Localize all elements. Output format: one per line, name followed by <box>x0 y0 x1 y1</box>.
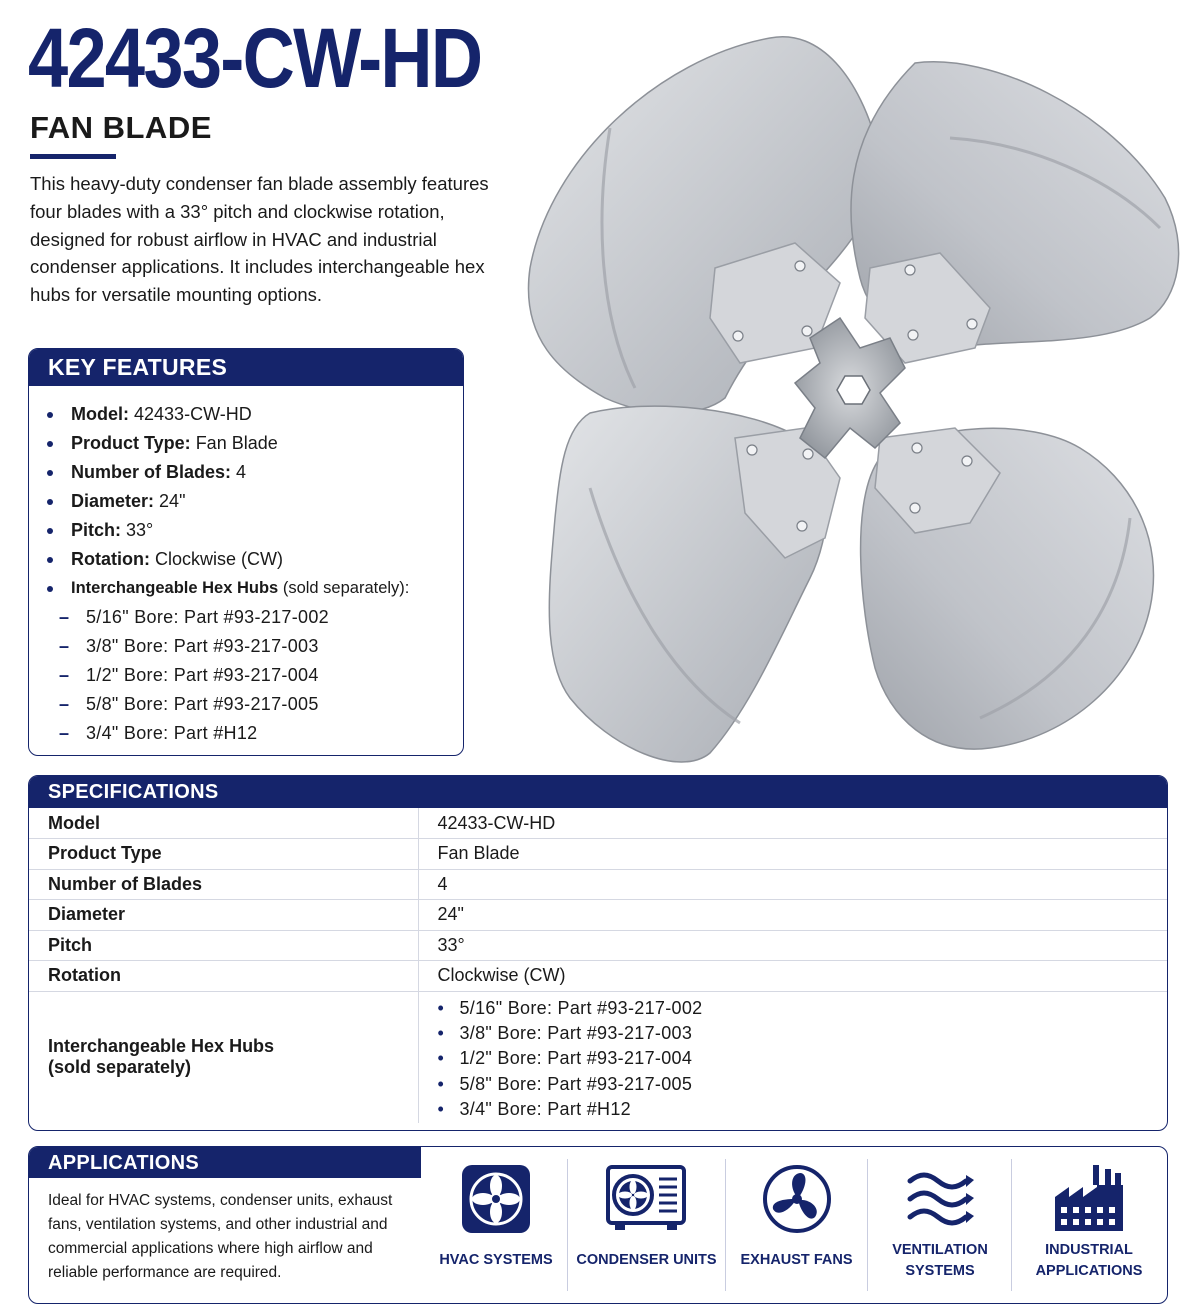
specifications-heading: SPECIFICATIONS <box>29 776 1167 808</box>
divider <box>567 1159 568 1291</box>
application-exhaust: EXHAUST FANS <box>729 1147 864 1304</box>
hub-list-item: • 3/4" Bore: Part #H12 <box>438 1097 1168 1122</box>
hub-option: – 3/4" Bore: Part #H12 <box>29 719 463 748</box>
applications-heading: APPLICATIONS <box>29 1147 421 1178</box>
feature-item-product-type: Product Type: Fan Blade <box>47 429 463 458</box>
applications-description: Ideal for HVAC systems, condenser units, exhaust fans, ventilation systems, and other industrial and commercial applications where high airflow and reliable performance are required. <box>48 1192 393 1281</box>
hub-option: – 5/8" Bore: Part #93-217-005 <box>29 690 463 719</box>
airflow-waves-icon <box>904 1163 976 1235</box>
specifications-panel <box>28 775 1168 1131</box>
hub-option: – 3/8" Bore: Part #93-217-003 <box>29 632 463 661</box>
hvac-fan-icon <box>460 1163 532 1235</box>
key-features-heading: KEY FEATURES <box>29 349 463 386</box>
divider <box>725 1159 726 1291</box>
condenser-unit-icon <box>605 1163 689 1235</box>
intro-paragraph: This heavy-duty condenser fan blade assembly features four blades with a 33° pitch and clockwise rotation, designed for robust airflow in HVAC and industrial condenser applications. It includes interchangeable hex hubs for versatile mounting options. <box>30 173 489 306</box>
divider <box>1011 1159 1012 1291</box>
hub-list <box>438 992 1168 1123</box>
table-row: Rotation Clockwise (CW) <box>29 961 1167 992</box>
feature-item-hex-hubs: Interchangeable Hex Hubs (sold separately): <box>47 574 463 603</box>
specifications-table <box>29 808 1167 1123</box>
application-condenser: CONDENSER UNITS <box>574 1147 719 1304</box>
application-hvac: HVAC SYSTEMS <box>431 1147 561 1304</box>
hub-list-item: • 3/8" Bore: Part #93-217-003 <box>438 1021 1168 1046</box>
hub-option: – 1/2" Bore: Part #93-217-004 <box>29 661 463 690</box>
hub-list-item: • 1/2" Bore: Part #93-217-004 <box>438 1046 1168 1071</box>
application-ventilation: VENTILATION SYSTEMS <box>874 1147 1006 1304</box>
hub-list-item: • 5/16" Bore: Part #93-217-002 <box>438 996 1168 1021</box>
table-row: Number of Blades 4 <box>29 869 1167 900</box>
key-features-panel <box>28 348 464 756</box>
table-row: Product Type Fan Blade <box>29 839 1167 870</box>
table-row: Pitch 33° <box>29 930 1167 961</box>
fan-blade-image <box>510 18 1195 770</box>
table-row: Model 42433-CW-HD <box>29 808 1167 839</box>
hubs-key-line2: (sold separately) <box>48 1057 192 1078</box>
table-row-hex-hubs <box>29 991 1167 1123</box>
feature-item-blades: Number of Blades: 4 <box>47 458 463 487</box>
table-row: Diameter 24" <box>29 900 1167 931</box>
key-features-list <box>29 386 463 603</box>
applications-panel <box>28 1146 1168 1304</box>
feature-item-model: Model: 42433-CW-HD <box>47 400 463 429</box>
exhaust-fan-icon <box>761 1163 833 1235</box>
feature-item-rotation: Rotation: Clockwise (CW) <box>47 545 463 574</box>
factory-icon <box>1053 1163 1125 1235</box>
product-subtitle: FAN BLADE <box>30 110 212 145</box>
hub-option: – 5/16" Bore: Part #93-217-002 <box>29 603 463 632</box>
divider <box>867 1159 868 1291</box>
hub-list-item: • 5/8" Bore: Part #93-217-005 <box>438 1072 1168 1097</box>
product-title: 42433-CW-HD <box>28 11 482 105</box>
hubs-key-line1: Interchangeable Hex Hubs <box>48 1036 275 1057</box>
subtitle-underline <box>30 154 116 159</box>
application-industrial: INDUSTRIAL APPLICATIONS <box>1019 1147 1159 1304</box>
feature-item-diameter: Diameter: 24" <box>47 487 463 516</box>
feature-item-pitch: Pitch: 33° <box>47 516 463 545</box>
